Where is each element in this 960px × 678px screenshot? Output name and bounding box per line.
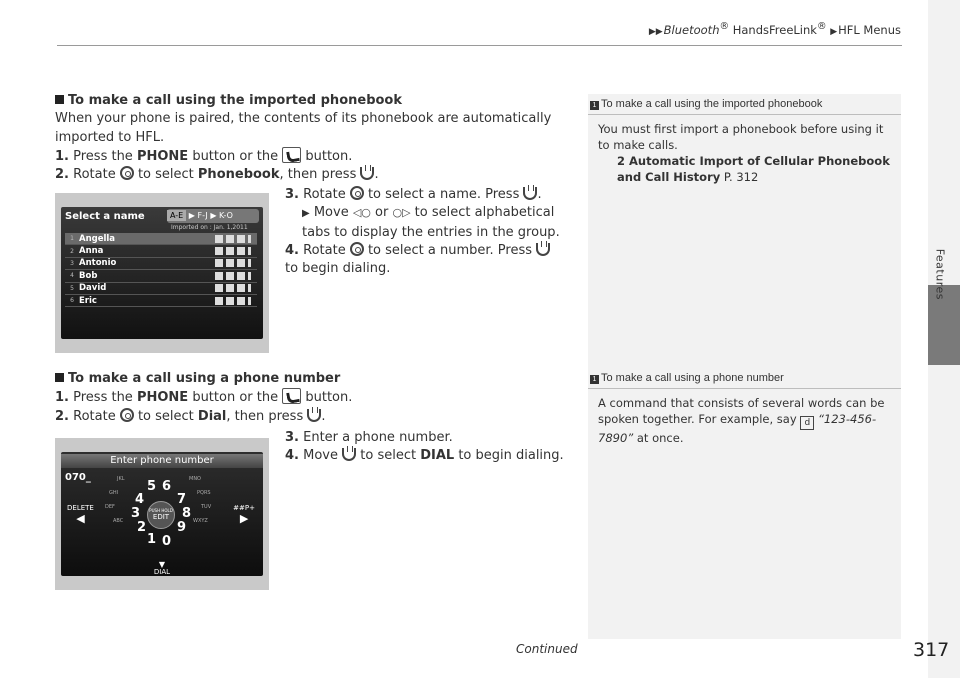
phonebook-entry[interactable]: 1 Angella: [65, 233, 257, 245]
phonebook-list: [65, 233, 257, 307]
enter-press-icon: [523, 187, 537, 200]
step-1: 1. Press the PHONE button or the button.: [55, 148, 353, 164]
move-left-icon: ◁○: [352, 206, 371, 220]
section-title: To make a call using the imported phonebook: [55, 92, 565, 110]
interface-dial-icon: [120, 408, 134, 422]
number-type-icon: [215, 297, 251, 305]
steps-3-4: [285, 186, 565, 278]
step-2: 2. Rotate to select Phonebook, then press .: [55, 167, 379, 183]
step-1: 1. Press the PHONE button or the button.: [55, 390, 353, 406]
alpha-tabs: A-E ▶ F-J ▶ K-O: [167, 209, 259, 223]
keypad-digit[interactable]: 7: [177, 492, 187, 507]
interface-dial-icon: [120, 166, 134, 180]
keypad-digit[interactable]: 3: [131, 506, 141, 521]
phonebook-entry[interactable]: 3 Antonio: [65, 258, 257, 270]
step-3: 3. Enter a phone number.: [285, 430, 453, 445]
symbols-key[interactable]: ##P+ ▶: [233, 504, 255, 525]
phonebook-screen: Select a name A-E ▶ F-J ▶ K-O Imported on : Jan. 1,2011 1 Angella 2 Anna 3 Antonio 4 Bob 5 David 6 Eric: [55, 193, 269, 353]
sub-arrow-icon: ▶: [302, 208, 310, 220]
keypad-letters: MNO: [189, 476, 201, 482]
keypad-digit[interactable]: 6: [162, 479, 172, 494]
number-type-icon: [215, 284, 251, 292]
keypad-letters: DEF: [105, 504, 115, 510]
keypad-digit[interactable]: 9: [177, 520, 187, 535]
delete-key[interactable]: DELETE ◀: [67, 504, 94, 525]
keypad-digit[interactable]: 0: [162, 534, 172, 549]
dial-screen: Enter phone number 070_ DELETE ◀ ##P+ ▶ PUSH HOLD EDIT 5 6 4 7 3 8 2 9 1 0 JKL MNO GHI PQRS DEF TUV ABC WXYZ ▼ DIAL: [55, 438, 269, 590]
step-4: 4. Rotate to select a number. Press to begin dialing.: [285, 242, 565, 279]
keypad-digit[interactable]: 5: [147, 479, 157, 494]
keypad-letters: ABC: [113, 518, 124, 524]
continued-label: Continued: [516, 642, 578, 656]
keypad-digit[interactable]: 4: [135, 492, 145, 507]
section-phone-number: [55, 370, 565, 426]
step-3-sub: ▶ Move ◁○ or ○▷ to select alphabetical tabs to display the entries in the group.: [302, 205, 560, 240]
keypad-letters: JKL: [117, 476, 125, 482]
phonebook-entry[interactable]: 4 Bob: [65, 270, 257, 282]
page-number: 317: [913, 639, 950, 661]
enter-press-icon: [342, 448, 356, 461]
keypad-digit[interactable]: 2: [137, 520, 147, 535]
number-type-icon: [215, 235, 251, 243]
phone-button-icon: [282, 147, 301, 163]
phonebook-entry[interactable]: 2 Anna: [65, 245, 257, 257]
section-tab-label: Features: [933, 248, 946, 300]
section-phonebook: [55, 92, 565, 184]
note-marker-icon: 1: [590, 101, 599, 110]
interface-dial-icon: [350, 242, 364, 256]
intro-text: When your phone is paired, the contents of its phonebook are automatically imported to HFL.: [55, 111, 552, 145]
number-type-icon: [215, 259, 251, 267]
cross-reference[interactable]: 2 Automatic Import of Cellular Phonebook and Call History P. 312: [617, 154, 890, 184]
number-type-icon: [215, 272, 251, 280]
enter-press-icon: [360, 167, 374, 180]
number-type-icon: [215, 247, 251, 255]
step-4: 4. Move to select DIAL to begin dialing.: [285, 448, 564, 464]
note-marker-icon: 1: [590, 375, 599, 384]
reference-arrow-icon: 2: [617, 154, 626, 168]
section-title: To make a call using a phone number: [55, 370, 565, 388]
keypad-digit[interactable]: 1: [147, 532, 157, 547]
keypad-letters: WXYZ: [193, 518, 208, 524]
steps-3-4-dial: [285, 429, 565, 466]
edit-center-button[interactable]: PUSH HOLD EDIT: [147, 501, 175, 529]
interface-dial-icon: [350, 186, 364, 200]
note-phonebook: 1 To make a call using the imported phonebook You must first import a phonebook before using it to make calls. 2 Automatic Import of Cellular Phonebook and Call History P. 312: [588, 96, 901, 185]
keypad-letters: TUV: [201, 504, 212, 510]
breadcrumb-arrow-icon: ▶▶: [648, 26, 663, 37]
bullet-square-icon: [55, 373, 64, 382]
phone-button-icon: [282, 388, 301, 404]
phonebook-entry[interactable]: 6 Eric: [65, 295, 257, 307]
step-2: 2. Rotate to select Dial, then press .: [55, 408, 326, 424]
phonebook-entry[interactable]: 5 David: [65, 283, 257, 295]
keypad-letters: PQRS: [197, 490, 211, 496]
keypad-digit[interactable]: 8: [182, 506, 192, 521]
keypad-letters: GHI: [109, 490, 119, 496]
enter-press-icon: [536, 243, 550, 256]
move-right-icon: ○▷: [392, 206, 411, 220]
bullet-square-icon: [55, 95, 64, 104]
note-phone-number: 1 To make a call using a phone number A command that consists of several words can be spoken together. For example, say d “123-456-7890” at once.: [588, 370, 901, 446]
header-divider: [57, 45, 902, 46]
enter-press-icon: [307, 409, 321, 422]
breadcrumb: ▶▶Bluetooth® HandsFreeLink® ▶HFL Menus: [648, 21, 901, 37]
step-3: 3. Rotate to select a name. Press .: [285, 187, 542, 202]
dial-key[interactable]: ▼ DIAL: [153, 560, 171, 576]
breadcrumb-arrow-icon: ▶: [830, 26, 838, 37]
talk-button-icon: d: [800, 416, 814, 430]
